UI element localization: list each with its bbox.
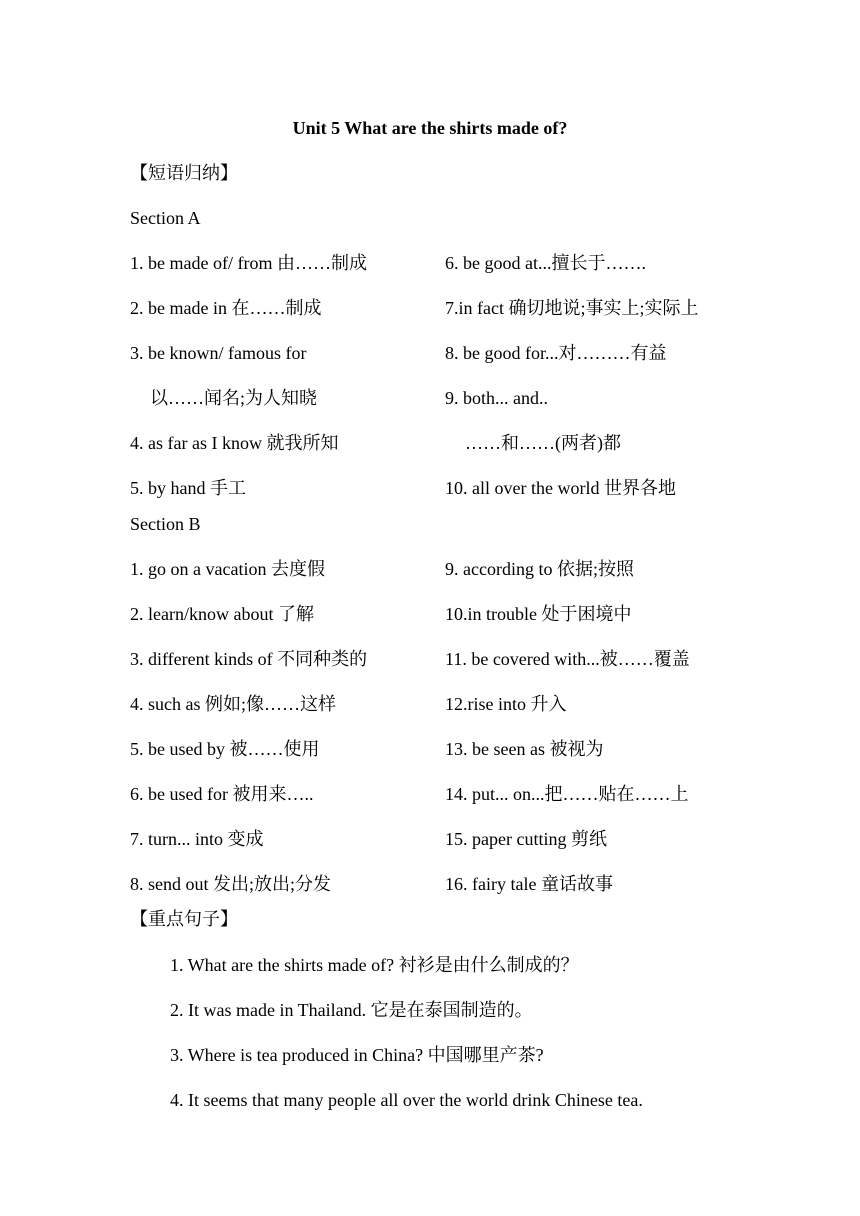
section-a-phrase: 1. be made of/ from 由……制成 <box>130 253 367 273</box>
section-b-phrase: 9. according to 依据;按照 <box>445 559 634 579</box>
section-b-phrase: 7. turn... into 变成 <box>130 829 264 849</box>
section-a-phrase: 4. as far as I know 就我所知 <box>130 433 339 453</box>
unit-title: Unit 5 What are the shirts made of? <box>292 118 568 138</box>
section-b-phrase: 5. be used by 被……使用 <box>130 739 320 759</box>
section-b-phrase: 6. be used for 被用来….. <box>130 784 314 804</box>
sentences-heading: 【重点句子】 <box>130 909 238 929</box>
section-b-phrase: 1. go on a vacation 去度假 <box>130 559 325 579</box>
phrases-heading: 【短语归纳】 <box>130 163 238 183</box>
section-b-phrase: 11. be covered with...被……覆盖 <box>445 649 690 669</box>
section-a-phrase: 10. all over the world 世界各地 <box>445 478 676 498</box>
key-sentence: 4. It seems that many people all over the world drink Chinese tea. <box>170 1090 643 1110</box>
section-b-phrase: 15. paper cutting 剪纸 <box>445 829 607 849</box>
section-a-phrase: 3. be known/ famous for <box>130 343 307 363</box>
section-b-phrase: 12.rise into 升入 <box>445 694 567 714</box>
section-b-label: Section B <box>130 514 201 534</box>
section-a-phrase: 6. be good at...擅长于……. <box>445 253 646 273</box>
section-b-phrase: 14. put... on...把……贴在……上 <box>445 784 689 804</box>
section-b-phrase: 4. such as 例如;像……这样 <box>130 694 336 714</box>
section-a-phrase: 5. by hand 手工 <box>130 478 246 498</box>
key-sentence: 2. It was made in Thailand. 它是在泰国制造的。 <box>170 1000 533 1020</box>
section-a-phrase-continuation: 以……闻名;为人知晓 <box>150 388 318 408</box>
section-b-phrase: 13. be seen as 被视为 <box>445 739 604 759</box>
section-b-phrase: 10.in trouble 处于困境中 <box>445 604 632 624</box>
section-b-phrase: 8. send out 发出;放出;分发 <box>130 874 331 894</box>
section-b-phrase: 16. fairy tale 童话故事 <box>445 874 613 894</box>
section-a-phrase: 7.in fact 确切地说;事实上;实际上 <box>445 298 699 318</box>
section-a-phrase: 9. both... and.. <box>445 388 548 408</box>
key-sentence: 3. Where is tea produced in China? 中国哪里产茶? <box>170 1045 544 1065</box>
section-a-phrase: 2. be made in 在……制成 <box>130 298 322 318</box>
section-a-phrase-continuation: ……和……(两者)都 <box>465 433 621 453</box>
section-a-phrase: 8. be good for...对………有益 <box>445 343 667 363</box>
section-b-phrase: 3. different kinds of 不同种类的 <box>130 649 368 669</box>
section-b-phrase: 2. learn/know about 了解 <box>130 604 314 624</box>
key-sentence: 1. What are the shirts made of? 衬衫是由什么制成的？ <box>170 955 579 975</box>
section-a-label: Section A <box>130 208 201 228</box>
